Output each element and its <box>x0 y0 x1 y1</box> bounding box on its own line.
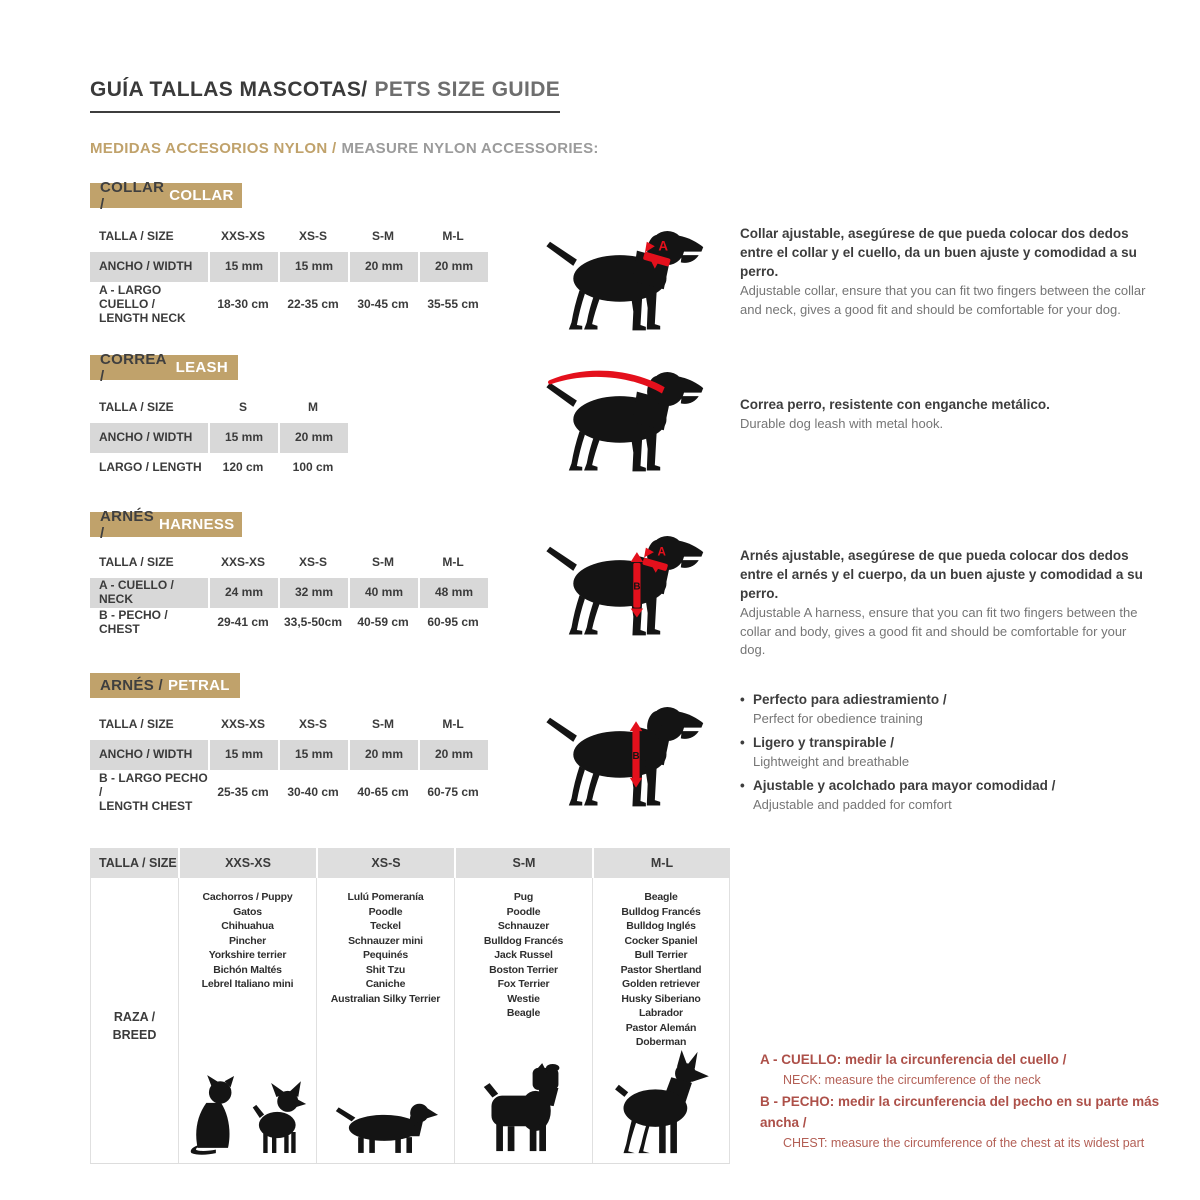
harness-chest-row <box>90 608 488 638</box>
value-cell: 32 mm <box>278 578 348 608</box>
feature-en: Lightweight and breathable <box>753 754 910 770</box>
size-label: TALLA / SIZE <box>99 555 174 570</box>
breed-item: Bulldog Francés <box>483 934 564 947</box>
note-item <box>760 1050 1184 1090</box>
row-label-line1: B - LARGO PECHO / <box>99 771 208 800</box>
row-label-cell <box>90 282 208 328</box>
breed-item: Pastor Shertland <box>620 963 702 976</box>
breed-item: Cachorros / Puppy <box>202 891 293 903</box>
size-cell: XS-S <box>298 229 327 244</box>
silhouette-group <box>612 1050 710 1163</box>
leash-header-en: LEASH <box>175 359 228 376</box>
harness-neck-row <box>90 578 488 608</box>
collar-header-es: COLLAR / <box>100 178 165 213</box>
row-label-cell <box>90 453 208 483</box>
note-en: CHEST: measure the circumference of the chest at its widest part <box>783 1135 1145 1150</box>
breed-item: Lulú Pomeranía <box>347 891 424 903</box>
breed-item: Schnauzer <box>497 920 550 932</box>
breed-column-xs-s <box>316 878 454 1163</box>
petral-width-row <box>90 740 488 770</box>
leash-desc-en: Durable dog leash with metal hook. <box>740 416 944 432</box>
breed-item: Pug <box>513 891 534 903</box>
breed-item: Fox Terrier <box>497 978 550 990</box>
breed-item: Boston Terrier <box>489 963 558 976</box>
harness-size-table <box>90 548 488 638</box>
size-label: TALLA / SIZE <box>99 229 174 244</box>
petral-header-es: ARNÉS / <box>100 677 163 694</box>
collar-header-en: COLLAR <box>169 187 234 204</box>
value-cell: 40-59 cm <box>357 615 409 630</box>
harness-header-es: ARNÉS / <box>100 507 155 542</box>
size-cell: M-L <box>442 229 464 244</box>
size-cell: XXS-XS <box>220 717 265 732</box>
page-subtitle-en: MEASURE NYLON ACCESSORIES: <box>341 140 599 157</box>
value-cell: 20 mm <box>278 423 348 453</box>
row-label-cell <box>90 608 208 638</box>
feature-es: • Ajustable y acolchado para mayor comodidad / <box>753 776 1154 796</box>
row-label: B - PECHO / CHEST <box>99 608 168 636</box>
measure-notes <box>760 1050 1184 1154</box>
row-label: A - CUELLO / NECK <box>99 578 174 606</box>
breed-item: Shit Tzu <box>365 963 406 976</box>
page-subtitle <box>90 140 599 157</box>
value-cell: 15 mm <box>208 423 278 453</box>
feature-en: Perfect for obedience training <box>753 711 923 727</box>
leash-sizes-row <box>90 393 348 423</box>
size-cell: XXS-XS <box>220 229 265 244</box>
size-cell: S <box>238 400 247 415</box>
size-cell: XXS-XS <box>220 555 265 570</box>
breed-item: Golden retriever <box>622 978 700 990</box>
raza-label-line1: RAZA / <box>113 1009 156 1024</box>
breed-size-label-cell <box>90 848 178 878</box>
page-title-en: PETS SIZE GUIDE <box>374 78 561 101</box>
breed-list <box>317 890 454 1006</box>
breed-item: Pincher <box>228 934 267 947</box>
feature-es: • Ligero y transpirable / <box>753 733 1154 753</box>
page-title <box>90 78 560 113</box>
breed-item: Lebrel Italiano mini <box>201 978 294 990</box>
size-cell: S-M <box>372 555 394 570</box>
breed-item: Gatos <box>233 905 262 918</box>
size-label-cell <box>90 222 208 252</box>
raza-label-line2: BREED <box>112 1028 157 1043</box>
breed-item: Caniche <box>365 978 406 990</box>
size-label-cell <box>90 548 208 578</box>
collar-desc-en: Adjustable collar, ensure that you can fit two fingers between the collar and neck, gives a good fit and should be comfortable for your dog. <box>740 283 1146 317</box>
breed-item: Chihuahua <box>221 920 274 932</box>
harness-desc-es: Arnés ajustable, asegúrese de que pueda colocar dos dedos entre el arnés y el cuerpo, da un buen ajuste y comodidad a su perro. <box>740 548 1143 602</box>
doberman-icon <box>612 1050 710 1155</box>
breed-size-cell: S-M <box>454 848 592 878</box>
breed-item: Pequinés <box>362 949 409 961</box>
note-item <box>760 1092 1184 1153</box>
dog-silhouette-icon <box>540 363 715 475</box>
size-cell: M-L <box>442 555 464 570</box>
dachshund-icon <box>334 1097 438 1155</box>
breed-column-xxs-xs <box>178 878 316 1163</box>
value-cell: 30-40 cm <box>287 785 339 800</box>
size-cell: XS-S <box>298 555 327 570</box>
breed-table-body <box>90 878 730 1164</box>
collar-marker-a: A <box>658 238 669 254</box>
value-cell: 40-65 cm <box>357 785 409 800</box>
value-cell: 60-75 cm <box>427 785 479 800</box>
petral-sizes-row <box>90 710 488 740</box>
size-cell: M <box>308 400 318 415</box>
value-cell: 29-41 cm <box>217 615 269 630</box>
harness-section-header <box>90 507 242 542</box>
collar-section-header <box>90 178 242 213</box>
leash-desc-es: Correa perro, resistente con enganche metálico. <box>740 397 1050 412</box>
value-cell: 20 mm <box>418 252 488 282</box>
collar-width-row <box>90 252 488 282</box>
row-label-line1: A - LARGO CUELLO / <box>99 283 162 312</box>
schnauzer-icon <box>480 1063 568 1155</box>
value-cell: 25-35 cm <box>217 785 269 800</box>
breed-list <box>455 890 592 1021</box>
breed-item: Schnauzer mini <box>348 934 423 947</box>
row-label-line2: LENGTH NECK <box>99 310 186 325</box>
breed-item: Poodle <box>506 905 541 918</box>
size-cell: M-L <box>442 717 464 732</box>
breed-item: Beagle <box>506 1007 541 1019</box>
breed-item: Jack Russel <box>494 949 553 961</box>
feature-en: Adjustable and padded for comfort <box>753 797 952 813</box>
breed-item: Bull Terrier <box>634 949 688 961</box>
value-cell: 35-55 cm <box>427 297 479 312</box>
harness-desc-en: Adjustable A harness, ensure that you can fit two fingers between the collar and body, gives a good fit and should be comfortable for your dog. <box>740 605 1138 658</box>
petral-marker-b: B <box>632 750 640 762</box>
row-label-cell <box>90 423 208 453</box>
breed-column-s-m <box>454 878 592 1163</box>
dog-silhouette-icon <box>540 698 715 810</box>
value-cell: 15 mm <box>208 740 278 770</box>
harness-marker-a: A <box>657 545 666 559</box>
petral-dog-figure <box>540 698 715 810</box>
collar-description <box>740 224 1154 319</box>
value-cell: 24 mm <box>208 578 278 608</box>
leash-description <box>740 395 1154 434</box>
collar-sizes-row <box>90 222 488 252</box>
chihuahua-icon <box>251 1081 307 1155</box>
leash-header-es: CORREA / <box>100 350 167 385</box>
breed-item: Labrador <box>639 1007 683 1019</box>
breed-list <box>593 890 729 1050</box>
collar-desc-es: Collar ajustable, asegúrese de que pueda colocar dos dedos entre el collar y el cuello, da un buen ajuste y comodidad a su perro. <box>740 226 1137 280</box>
breed-size-cell: XXS-XS <box>178 848 316 878</box>
breed-item: Westie <box>507 992 540 1005</box>
petral-features <box>740 690 1154 819</box>
feature-item <box>740 776 1154 815</box>
value-cell: 20 mm <box>348 740 418 770</box>
dog-silhouette-icon <box>540 222 715 334</box>
feature-item <box>740 690 1154 729</box>
size-label-cell <box>90 710 208 740</box>
raza-breed-label <box>90 878 178 1163</box>
petral-size-table <box>90 710 488 816</box>
value-cell: 48 mm <box>418 578 488 608</box>
leash-section-header <box>90 350 238 385</box>
breed-column-m-l <box>592 878 730 1163</box>
breed-item: Poodle <box>368 905 403 918</box>
value-cell: 15 mm <box>278 740 348 770</box>
row-label-cell <box>90 252 208 282</box>
breed-item: Doberman <box>635 1036 687 1048</box>
size-label: TALLA / SIZE <box>99 855 177 870</box>
leash-size-table <box>90 393 348 483</box>
breed-item: Bulldog Inglés <box>626 920 696 932</box>
row-label-cell <box>90 578 208 608</box>
silhouette-group <box>334 1097 438 1163</box>
breed-item: Cocker Spaniel <box>624 934 698 947</box>
breed-item: Bichón Maltés <box>213 963 282 976</box>
value-cell: 33,5-50cm <box>283 615 343 630</box>
size-label: TALLA / SIZE <box>99 400 174 415</box>
breed-item: Yorkshire terrier <box>208 949 287 961</box>
petral-section-header <box>90 673 240 698</box>
breed-size-cell: XS-S <box>316 848 454 878</box>
harness-sizes-row <box>90 548 488 578</box>
value-cell: 100 cm <box>292 460 334 475</box>
note-en: NECK: measure the circumference of the neck <box>783 1072 1041 1087</box>
value-cell: 20 mm <box>348 252 418 282</box>
breed-item: Teckel <box>370 920 401 932</box>
note-es: A - CUELLO: medir la circunferencia del cuello / <box>760 1052 1067 1067</box>
value-cell: 15 mm <box>278 252 348 282</box>
breed-header-row <box>90 848 730 878</box>
value-cell: 18-30 cm <box>217 297 269 312</box>
dog-silhouette-icon <box>540 527 715 639</box>
breed-item: Bulldog Francés <box>621 905 701 918</box>
row-label-line2: LENGTH CHEST <box>99 798 193 813</box>
harness-marker-b: B <box>633 581 641 593</box>
value-cell: 120 cm <box>222 460 264 475</box>
breed-item: Beagle <box>644 891 678 903</box>
value-cell: 15 mm <box>208 252 278 282</box>
petral-header-en: PETRAL <box>167 677 230 694</box>
silhouette-group <box>480 1063 568 1163</box>
petral-chest-row <box>90 770 488 816</box>
collar-dog-figure <box>540 222 715 334</box>
breed-item: Husky Siberiano <box>621 992 701 1005</box>
size-cell: XS-S <box>298 717 327 732</box>
size-cell: S-M <box>372 229 394 244</box>
collar-size-table <box>90 222 488 328</box>
feature-item <box>740 733 1154 772</box>
leash-width-row <box>90 423 348 453</box>
row-label: ANCHO / WIDTH <box>99 430 193 445</box>
leash-dog-figure <box>540 363 715 475</box>
value-cell: 20 mm <box>418 740 488 770</box>
size-cell: S-M <box>372 717 394 732</box>
size-label: TALLA / SIZE <box>99 717 174 732</box>
leash-length-row <box>90 453 348 483</box>
collar-neck-row <box>90 282 488 328</box>
row-label-cell <box>90 740 208 770</box>
row-label-cell <box>90 770 208 816</box>
harness-description <box>740 546 1154 660</box>
breed-table <box>90 848 730 1164</box>
cat-icon <box>189 1075 241 1155</box>
harness-dog-figure <box>540 527 715 639</box>
size-label-cell <box>90 393 208 423</box>
value-cell: 22-35 cm <box>287 297 339 312</box>
feature-es: • Perfecto para adiestramiento / <box>753 690 1154 710</box>
row-label: ANCHO / WIDTH <box>99 747 193 762</box>
row-label: LARGO / LENGTH <box>99 460 202 475</box>
breed-size-cell: M-L <box>592 848 730 878</box>
row-label: ANCHO / WIDTH <box>99 259 193 274</box>
value-cell: 30-45 cm <box>357 297 409 312</box>
breed-item: Australian Silky Terrier <box>330 992 441 1005</box>
breed-item: Pastor Alemán <box>625 1021 697 1034</box>
page-subtitle-es: MEDIDAS ACCESORIOS NYLON / <box>90 140 337 157</box>
value-cell: 60-95 cm <box>427 615 479 630</box>
note-es: B - PECHO: medir la circunferencia del pecho en su parte más ancha / <box>760 1093 1160 1130</box>
breed-list <box>179 890 316 992</box>
silhouette-group <box>189 1075 307 1163</box>
page-title-es: GUÍA TALLAS MASCOTAS/ <box>90 78 368 101</box>
harness-header-en: HARNESS <box>159 516 235 533</box>
value-cell: 40 mm <box>348 578 418 608</box>
